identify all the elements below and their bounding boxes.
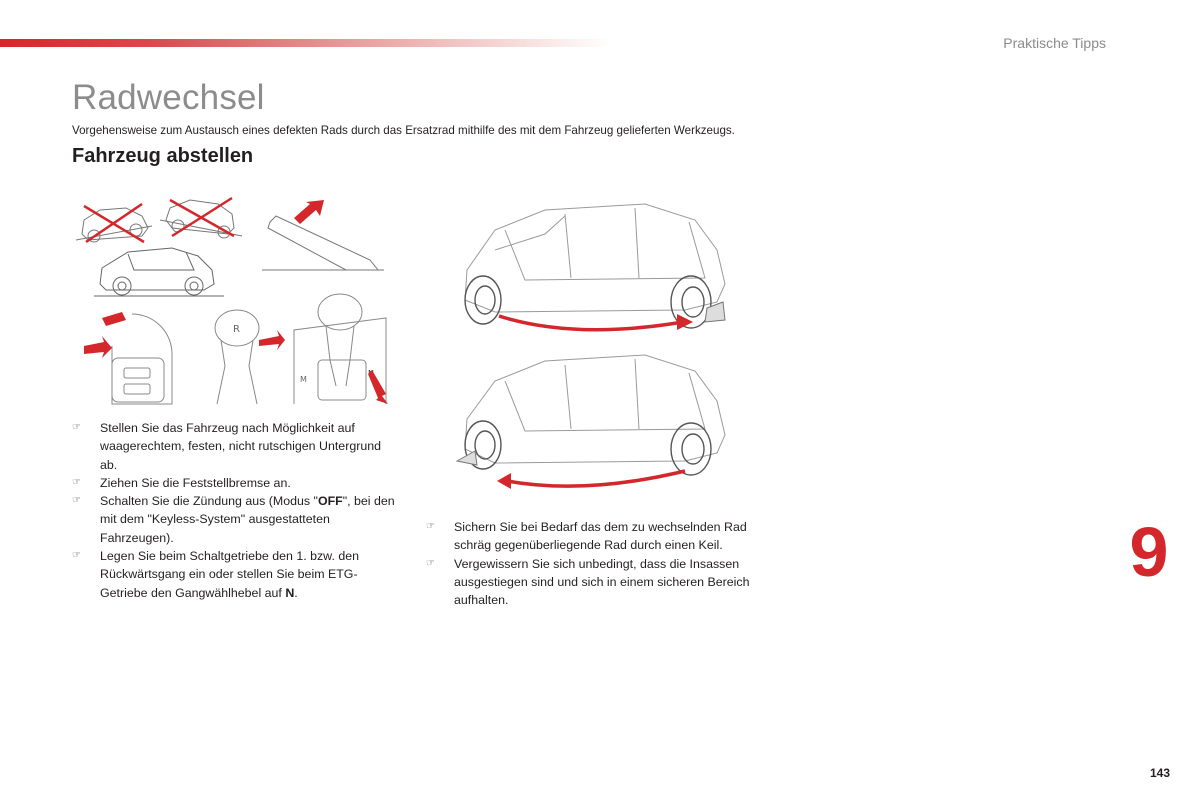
etg-selector-illustration — [290, 290, 390, 406]
instruction-emphasis: N — [285, 585, 295, 600]
wheel-chock-rear-illustration — [455, 345, 740, 493]
pointing-hand-icon: ☞ — [72, 495, 81, 507]
instruction-item — [72, 547, 400, 602]
pointing-hand-icon: ☞ — [72, 422, 81, 433]
instruction-item — [72, 492, 400, 547]
parking-brake-illustration — [258, 198, 388, 276]
instruction-text: ", bei den mit dem "Keyless-System" ausgestatteten Fahrzeugen). — [100, 494, 395, 545]
instruction-item — [72, 419, 400, 474]
section-heading: Fahrzeug abstellen — [72, 145, 254, 167]
gear-knob-illustration — [205, 306, 285, 406]
pointing-hand-icon: ☞ — [426, 557, 435, 569]
instruction-item — [426, 555, 756, 610]
selector-label-m: M — [300, 375, 307, 384]
instruction-emphasis: OFF — [317, 494, 343, 509]
instruction-list-right — [426, 518, 756, 609]
header-accent-bar — [0, 39, 610, 47]
instruction-text: Legen Sie beim Schaltgetriebe den 1. bzw. den Rückwärtsgang ein oder stellen Sie beim ETG-Getriebe den Gangwählhebel auf — [100, 549, 360, 600]
instruction-text: . — [294, 585, 298, 600]
pointing-hand-icon: ☞ — [72, 550, 81, 562]
intro-text: Vorgehensweise zum Austausch eines defekten Rads durch das Ersatzrad mithilfe des mit dem Fahrzeug gelieferten Werkzeugs. — [72, 124, 735, 137]
svg-text:R: R — [233, 324, 240, 335]
instruction-text: Vergewissern Sie sich unbedingt, dass die Insassen ausgestiegen sind und sich in einem sicheren Bereich aufhalten. — [454, 556, 750, 608]
page-title: Radwechsel — [72, 78, 265, 117]
instruction-text: Stellen Sie das Fahrzeug nach Möglichkeit auf waagerechtem, festen, nicht rutschigen Untergrund ab. — [100, 421, 382, 472]
pointing-hand-icon: ☞ — [426, 521, 435, 532]
instruction-item — [72, 474, 400, 492]
ignition-illustration — [82, 306, 182, 406]
instruction-text: Schalten Sie die Zündung aus (Modus " — [100, 494, 318, 509]
instruction-item — [426, 518, 756, 555]
level-car-illustration — [94, 240, 224, 302]
instruction-text: Sichern Sie bei Bedarf das dem zu wechselnden Rad schräg gegenüberliegende Rad durch einen Keil. — [454, 520, 747, 553]
page-number: 143 — [1149, 766, 1170, 780]
instruction-list-left — [72, 419, 400, 602]
wheel-chock-front-illustration — [455, 190, 740, 345]
pointing-hand-icon: ☞ — [72, 476, 81, 488]
section-label: Praktische Tipps — [1003, 35, 1106, 51]
chapter-number: 9 — [1129, 513, 1169, 591]
instruction-text: Ziehen Sie die Feststellbremse an. — [100, 475, 291, 490]
